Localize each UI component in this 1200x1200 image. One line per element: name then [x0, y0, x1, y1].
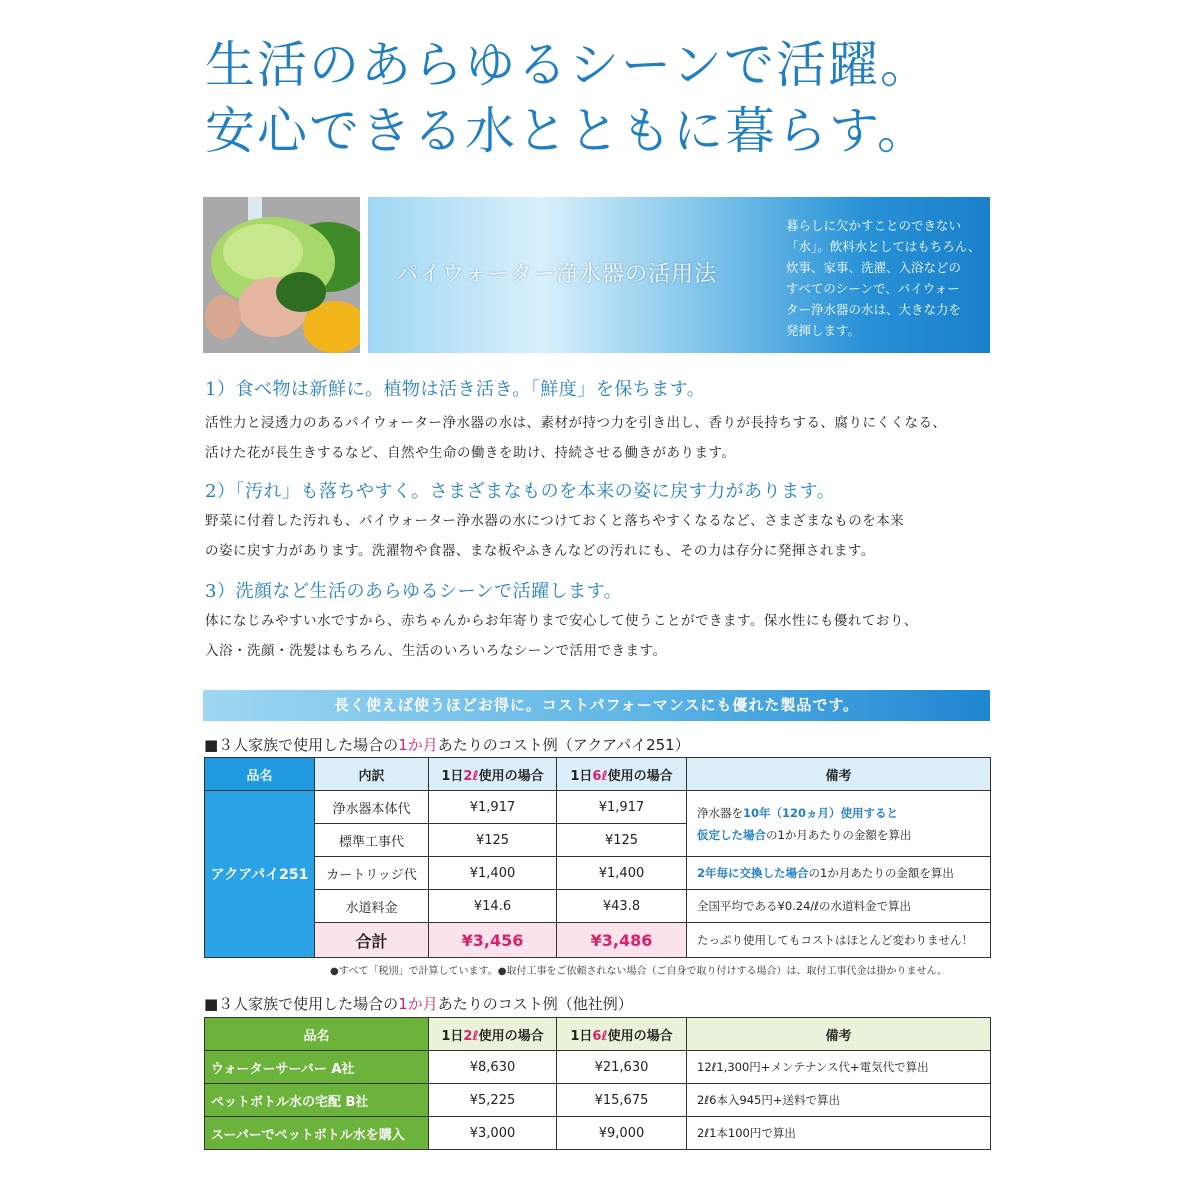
- note-cell: 2ℓ1本100円で算出: [687, 1117, 991, 1150]
- banner-description-line: 発揮します。: [786, 323, 861, 338]
- table1-heading: [204, 734, 690, 755]
- table2-heading: [204, 993, 633, 1014]
- product-name-cell: スーパーでペットボトル水を購入: [205, 1117, 429, 1150]
- section-3-body: [205, 606, 1005, 666]
- table-row: [205, 1084, 991, 1117]
- note-water-cell: 全国平均である¥0.24/ℓの水道料金で算出: [687, 890, 991, 923]
- table-row: [205, 1051, 991, 1084]
- total-row: [205, 923, 991, 958]
- vegetables-photo: [203, 197, 360, 353]
- item-cell: 浄水器本体代: [315, 791, 429, 824]
- total-note-cell: たっぷり使用してもコストはほとんど変わりません！: [687, 923, 991, 958]
- aquapai-cost-table: [204, 757, 991, 958]
- table1-heading-red: 1か月: [398, 736, 438, 754]
- section-3-title: 3）洗顔など生活のあらゆるシーンで活躍します。: [205, 581, 623, 602]
- headline-line-1: 生活のあらゆるシーンで活躍。: [205, 36, 932, 94]
- header-note: 備考: [687, 1018, 991, 1051]
- item-cell: 水道料金: [315, 890, 429, 923]
- table-row: [205, 890, 991, 923]
- banner-description-line: 炊事、家事、洗濯、入浴などの: [786, 260, 962, 275]
- section-1-body: [205, 408, 1005, 468]
- note-body-cell: 浄水器を10年（120ヵ月）使用すると 仮定した場合の1か月あたりの金額を算出: [687, 791, 991, 857]
- value-6l-cell: ¥43.8: [557, 890, 687, 923]
- item-cell: カートリッジ代: [315, 857, 429, 890]
- table1-heading-post: あたりのコスト例（アクアパイ251）: [437, 736, 690, 754]
- banner-description-line: 「水」。飲料水としてはもちろん、: [786, 239, 981, 254]
- note-cell: 12ℓ1,300円+メンテナンス代+電気代で算出: [687, 1051, 991, 1084]
- product-name-cell: ウォーターサーバー A社: [205, 1051, 429, 1084]
- value-2l-cell: ¥125: [429, 824, 557, 857]
- value-6l-cell: ¥21,630: [557, 1051, 687, 1084]
- section-body-line: の姿に戻す力があります。洗濯物や食器、まな板やふきんなどの汚れにも、その力は存分に発揮されます。: [205, 543, 875, 559]
- headline-line-2: 安心できる水とともに暮らす。: [205, 102, 929, 160]
- section-2-title: 2）「汚れ」も落ちやすく。さまざまなものを本来の姿に戻す力があります。: [205, 481, 836, 502]
- table-row: [205, 1117, 991, 1150]
- value-2l-cell: ¥8,630: [429, 1051, 557, 1084]
- section-body-line: 活けた花が長生きするなど、自然や生命の働きを助け、持続させる働きがあります。: [205, 445, 736, 461]
- value-2l-cell: ¥3,000: [429, 1117, 557, 1150]
- value-2l-cell: ¥14.6: [429, 890, 557, 923]
- table2-heading-pre: ■３人家族で使用した場合の: [204, 995, 399, 1013]
- section-2-body: [205, 506, 1005, 566]
- table-header-row: [205, 758, 991, 791]
- product-name-cell: ペットボトル水の宅配 B社: [205, 1084, 429, 1117]
- banner-title: パイウォーター浄水器の活用法: [396, 262, 718, 287]
- value-2l-cell: ¥1,917: [429, 791, 557, 824]
- total-6l-cell: ¥3,486: [557, 923, 687, 958]
- product-name-cell: アクアパイ251: [205, 791, 315, 958]
- table-header-row: [205, 1018, 991, 1051]
- banner-description-line: 暮らしに欠かすことのできない: [786, 218, 962, 233]
- header-use-2l: 1日2ℓ使用の場合: [429, 1018, 557, 1051]
- header-use-6l: 1日6ℓ使用の場合: [557, 758, 687, 791]
- value-2l-cell: ¥5,225: [429, 1084, 557, 1117]
- item-cell: 標準工事代: [315, 824, 429, 857]
- value-6l-cell: ¥125: [557, 824, 687, 857]
- value-6l-cell: ¥1,400: [557, 857, 687, 890]
- section-body-line: 野菜に付着した汚れも、パイウォーター浄水器の水につけておくと落ちやすくなるなど、さまざまなものを本来: [205, 513, 905, 529]
- total-2l-cell: ¥3,456: [429, 923, 557, 958]
- table2-heading-post: あたりのコスト例（他社例）: [437, 995, 633, 1013]
- banner-description: [786, 215, 982, 341]
- section-body-line: 体になじみやすい水ですから、赤ちゃんからお年寄りまで安心して使うことができます。保水性にも優れており、: [205, 613, 918, 629]
- value-6l-cell: ¥1,917: [557, 791, 687, 824]
- table-row: [205, 791, 991, 824]
- table-row: [205, 857, 991, 890]
- note-cell: 2ℓ6本入945円+送料で算出: [687, 1084, 991, 1117]
- value-6l-cell: ¥15,675: [557, 1084, 687, 1117]
- section-body-line: 活性力と浸透力のあるパイウォーター浄水器の水は、素材が持つ力を引き出し、香りが長持ちする、腐りにくくなる、: [205, 415, 947, 431]
- section-1-title: 1）食べ物は新鮮に。植物は活き活き。「鮮度」を保ちます。: [205, 379, 706, 400]
- value-6l-cell: ¥9,000: [557, 1117, 687, 1150]
- tax-footnote: ●すべて「税別」で計算しています。●取付工事をご依頼されない場合（ご自身で取り付けする場合）は、取付工事代金は掛かりません。: [330, 966, 948, 977]
- banner-description-line: すべてのシーンで、パイウォー: [786, 281, 960, 296]
- section-body-line: 入浴・洗顔・洗髪はもちろん、生活のいろいろなシーンで活用できます。: [205, 643, 667, 659]
- header-note: 備考: [687, 758, 991, 791]
- table2-heading-red: 1か月: [398, 995, 438, 1013]
- vegetables-photo-illustration: [203, 197, 360, 353]
- cost-performance-strip: 長く使えば使うほどお得に。コストパフォーマンスにも優れた製品です。: [203, 690, 990, 721]
- value-2l-cell: ¥1,400: [429, 857, 557, 890]
- header-use-6l: 1日6ℓ使用の場合: [557, 1018, 687, 1051]
- total-label-cell: 合計: [315, 923, 429, 958]
- usage-banner: [368, 197, 990, 353]
- competitor-cost-table: [204, 1017, 991, 1150]
- table1-heading-pre: ■３人家族で使用した場合の: [204, 736, 399, 754]
- note-cartridge-cell: 2年毎に交換した場合の1か月あたりの金額を算出: [687, 857, 991, 890]
- header-item: 内訳: [315, 758, 429, 791]
- banner-description-line: ター浄水器の水は、大きな力を: [786, 302, 962, 317]
- header-name: 品名: [205, 758, 315, 791]
- header-use-2l: 1日2ℓ使用の場合: [429, 758, 557, 791]
- header-name: 品名: [205, 1018, 429, 1051]
